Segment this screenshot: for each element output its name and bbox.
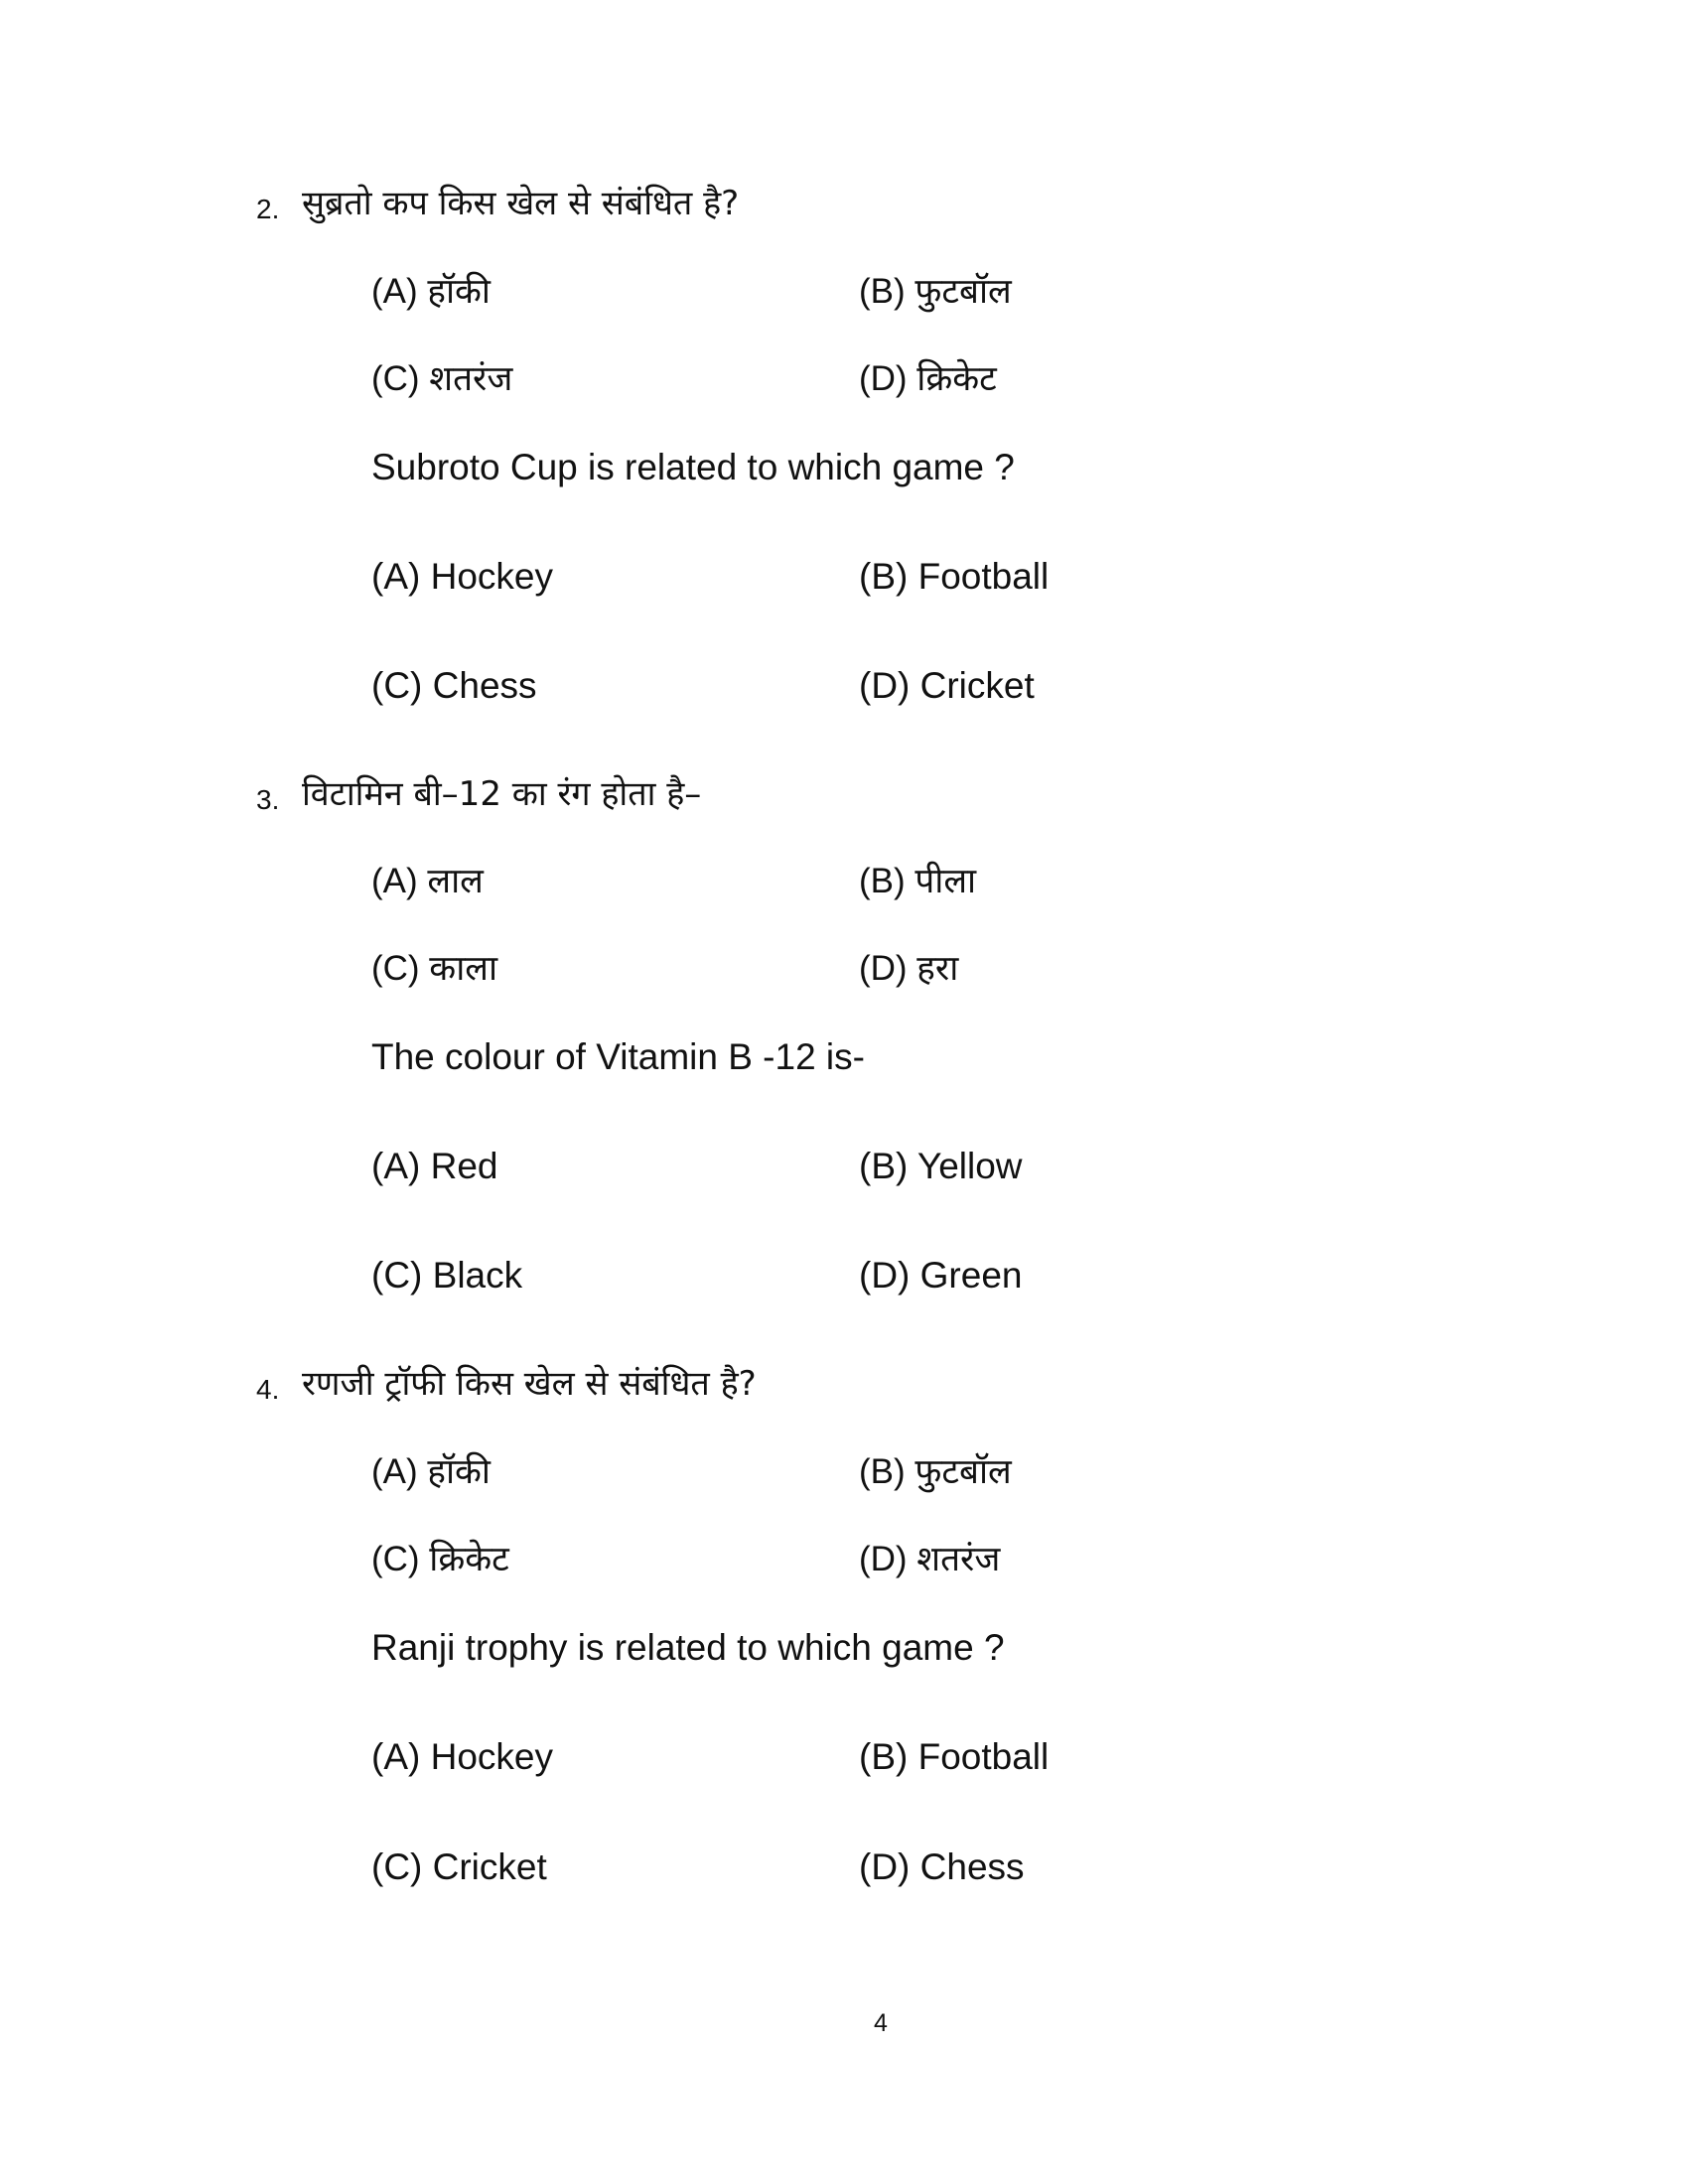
option-b-english: (B) Football xyxy=(859,556,1050,597)
option-b-hindi: (B) पीला xyxy=(859,862,977,900)
option-d-english: (D) Green xyxy=(859,1255,1023,1296)
question-text-english: The colour of Vitamin B -12 is- xyxy=(371,1036,865,1077)
option-a-english: (A) Red xyxy=(371,1146,498,1186)
option-c-english: (C) Cricket xyxy=(371,1846,547,1887)
option-d-hindi: (D) हरा xyxy=(859,949,959,988)
option-c-english: (C) Black xyxy=(371,1255,523,1296)
question-text-hindi: सुब्रतो कप किस खेल से संबंधित है? xyxy=(302,184,740,223)
question-number: 3. xyxy=(256,784,280,815)
option-d-hindi: (D) क्रिकेट xyxy=(859,359,997,398)
question-text-english: Subroto Cup is related to which game ? xyxy=(371,447,1015,487)
option-b-english: (B) Football xyxy=(859,1736,1050,1777)
option-a-english: (A) Hockey xyxy=(371,1736,553,1777)
option-a-english: (A) Hockey xyxy=(371,556,553,597)
option-b-hindi: (B) फुटबॉल xyxy=(859,272,1012,311)
option-b-hindi: (B) फुटबॉल xyxy=(859,1452,1012,1491)
option-a-hindi: (A) हॉकी xyxy=(371,1452,491,1491)
option-c-hindi: (C) क्रिकेट xyxy=(371,1540,509,1578)
option-c-hindi: (C) काला xyxy=(371,949,498,988)
option-d-english: (D) Chess xyxy=(859,1846,1025,1887)
option-a-hindi: (A) लाल xyxy=(371,862,484,900)
question-text-hindi: विटामिन बी–12 का रंग होता है– xyxy=(302,774,702,814)
option-c-hindi: (C) शतरंज xyxy=(371,359,513,398)
question-number: 2. xyxy=(256,194,280,224)
question-text-hindi: रणजी ट्रॉफी किस खेल से संबंधित है? xyxy=(302,1364,757,1404)
option-a-hindi: (A) हॉकी xyxy=(371,272,491,311)
option-c-english: (C) Chess xyxy=(371,665,537,706)
page-number: 4 xyxy=(874,2009,888,2037)
question-text-english: Ranji trophy is related to which game ? xyxy=(371,1627,1005,1668)
option-b-english: (B) Yellow xyxy=(859,1146,1023,1186)
option-d-hindi: (D) शतरंज xyxy=(859,1540,1001,1578)
option-d-english: (D) Cricket xyxy=(859,665,1035,706)
question-number: 4. xyxy=(256,1374,280,1405)
